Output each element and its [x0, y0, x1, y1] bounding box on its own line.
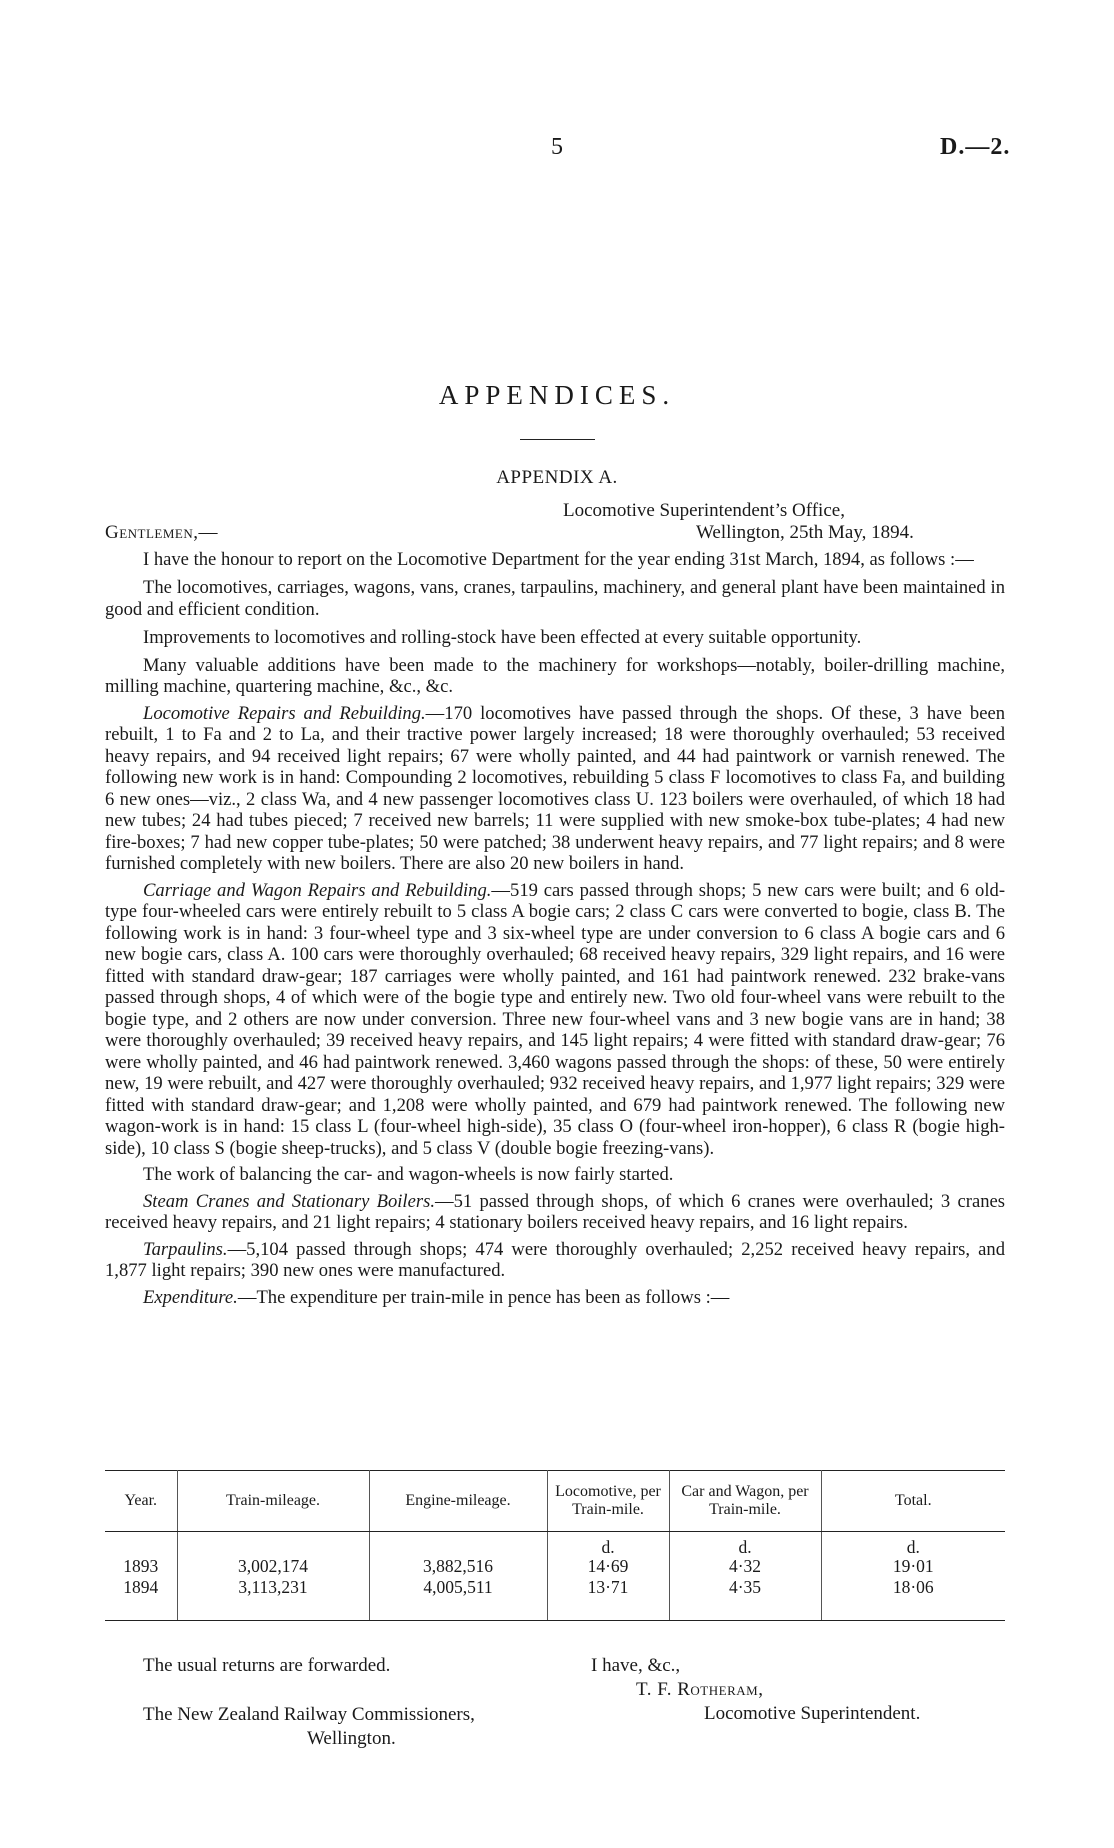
table-unit-row — [105, 1532, 1005, 1557]
paragraph-intro: I have the honour to report on the Locomotive Department for the year ending 31st March, 1894, as follows :— — [143, 549, 974, 570]
paragraph-maintenance: The locomotives, carriages, wagons, vans, cranes, tarpaulins, machinery, and general plant have been maintained in good and efficient condition. — [105, 577, 1005, 620]
paragraph-improvements: Improvements to locomotives and rolling-stock have been effected at every suitable opportunity. — [143, 626, 862, 648]
letter-body — [105, 549, 1005, 1313]
cell-car-wagon: 4·32 — [669, 1556, 821, 1577]
expenditure-table — [105, 1470, 1005, 1621]
letterhead-dateline: Wellington, 25th May, 1894. — [696, 522, 914, 543]
cell-locomotive: 13·71 — [547, 1577, 669, 1621]
paragraph-steam-cranes: Steam Cranes and Stationary Boilers.—51 passed through shops, of which 6 cranes were overhauled; 3 cranes received heavy repairs, and 21 light repairs; 4 stationary boilers received heavy repairs, and 16 light repairs. — [105, 1190, 1005, 1233]
letterhead-office: Locomotive Superintendent’s Office, — [563, 500, 845, 521]
paragraph-machinery: Many valuable additions have been made to the machinery for workshops—notably, boiler-drilling machine, milling machine, quartering machine, &c., &c. — [105, 654, 1005, 697]
section-heading: Steam Cranes and Stationary Boilers. — [143, 1190, 435, 1212]
signer-name: T. F. Rotheram, — [636, 1679, 764, 1700]
table-row — [105, 1577, 1005, 1621]
cell-train-mileage: 3,113,231 — [177, 1577, 369, 1621]
closing-valediction: I have, &c., — [591, 1655, 681, 1676]
cell-engine-mileage: 3,882,516 — [369, 1556, 547, 1577]
paragraph-balancing: The work of balancing the car- and wagon-wheels is now fairly started. — [143, 1164, 674, 1185]
section-heading: Locomotive Repairs and Rebuilding. — [143, 702, 426, 724]
section-heading: Tarpaulins. — [143, 1238, 228, 1260]
appendix-heading: APPENDIX A. — [496, 467, 618, 488]
document-code: D.—2. — [940, 134, 1011, 160]
column-header: Train-mileage. — [177, 1471, 369, 1532]
cell-engine-mileage: 4,005,511 — [369, 1577, 547, 1621]
cell-total: 18·06 — [821, 1577, 1005, 1621]
unit-label: d. — [906, 1537, 920, 1557]
table-header-row — [105, 1471, 1005, 1532]
cell-total: 19·01 — [892, 1556, 934, 1576]
column-header: Engine-mileage. — [369, 1471, 547, 1532]
paragraph-expenditure: Expenditure.—The expenditure per train-mile in pence has been as follows :— — [143, 1286, 730, 1308]
addressee-city: Wellington. — [307, 1728, 396, 1749]
section-heading: Carriage and Wagon Repairs and Rebuilding. — [143, 879, 492, 901]
column-header: Total. — [821, 1471, 1005, 1532]
page-title: APPENDICES. — [438, 380, 676, 410]
table-row — [105, 1556, 1005, 1577]
closing-returns: The usual returns are forwarded. — [143, 1655, 391, 1676]
cell-locomotive: 14·69 — [547, 1556, 669, 1577]
cell-year: 1893 — [105, 1556, 177, 1577]
paragraph-carriage-wagon: Carriage and Wagon Repairs and Rebuilding.—519 cars passed through shops; 5 new cars were built; and 6 old-type four-wheeled cars were entirely rebuilt to 5 class A bogie cars; 2 class C cars were converted to bogie, class B. The following work is in hand: 3 four-wheel type and 3 six-wheel type are under conversion to 6 class A bogie cars and 6 new bogie cars, class A. 100 cars were thoroughly overhauled; 68 received heavy repairs, 329 light repairs, and 16 were fitted with standard draw-gear; 187 carriages were wholly painted, and 161 had paintwork renewed. 232 brake-vans passed through shops, 4 of which were of the bogie type and entirely new. Two old four-wheel vans were rebuilt to the bogie type, and 2 others are now under conversion. Three new four-wheel vans and 3 new bogie vans are in hand; 38 were thoroughly overhauled; 39 received heavy repairs, and 145 light repairs; 4 were fitted with standard draw-gear; 76 were wholly painted, and 46 had paintwork renewed. 3,460 wagons passed through the shops: of these, 50 were entirely new, 19 were rebuilt, and 427 were thoroughly overhauled; 932 received heavy repairs, and 1,977 light repairs; 329 were fitted with standard draw-gear; and 1,208 were wholly painted, and 679 had paintwork renewed. The following new wagon-work is in hand: 15 class L (four-wheel high-side), 35 class O (four-wheel iron-hopper), 6 class R (bogie high-side), 10 class S (bogie sheep-trucks), and 5 class V (double bogie freezing-vans). — [105, 879, 1006, 1159]
cell-car-wagon: 4·35 — [669, 1577, 821, 1621]
page-number: 5 — [551, 134, 563, 160]
paragraph-tarpaulins: Tarpaulins.—5,104 passed through shops; 474 were thoroughly overhauled; 2,252 received heavy repairs, and 1,877 light repairs; 390 new ones were manufactured. — [105, 1238, 1005, 1281]
salutation: Gentlemen,— — [105, 522, 219, 543]
signer-title: Locomotive Superintendent. — [704, 1703, 921, 1724]
column-header: Year. — [105, 1471, 177, 1532]
unit-label: d. — [669, 1532, 821, 1557]
paragraph-locomotive-repairs: Locomotive Repairs and Rebuilding.—170 locomotives have passed through the shops. Of these, 3 have been rebuilt, 1 to Fa and 2 to La, and their tractive power largely increased; 18 were thoroughly overhauled; 53 received heavy repairs, and 94 received light repairs; 67 were wholly painted, and 44 had paintwork or varnish renewed. The following new work is in hand: Compounding 2 locomotives, rebuilding 5 class F locomotives to class Fa, and building 6 new ones—viz., 2 class Wa, and 4 new passenger locomotives class U. 123 boilers were overhauled, of which 18 had new tubes; 24 had tubes pieced; 7 received new barrels; 11 were supplied with new smoke-box tube-plates; 4 had new fire-boxes; 7 had new copper tube-plates; 50 were patched; 38 underwent heavy repairs, and 77 light repairs; and 8 were furnished completely with new boilers. There are also 20 new boilers in hand. — [105, 702, 1006, 874]
section-heading: Expenditure. — [143, 1286, 238, 1308]
addressee: The New Zealand Railway Commissioners, — [143, 1704, 475, 1725]
column-header: Locomotive, per Train-mile. — [547, 1471, 669, 1532]
column-header: Car and Wagon, per Train-mile. — [669, 1471, 821, 1532]
title-divider — [520, 439, 595, 440]
cell-year: 1894 — [105, 1577, 177, 1621]
unit-label: d. — [547, 1532, 669, 1557]
cell-train-mileage: 3,002,174 — [177, 1556, 369, 1577]
